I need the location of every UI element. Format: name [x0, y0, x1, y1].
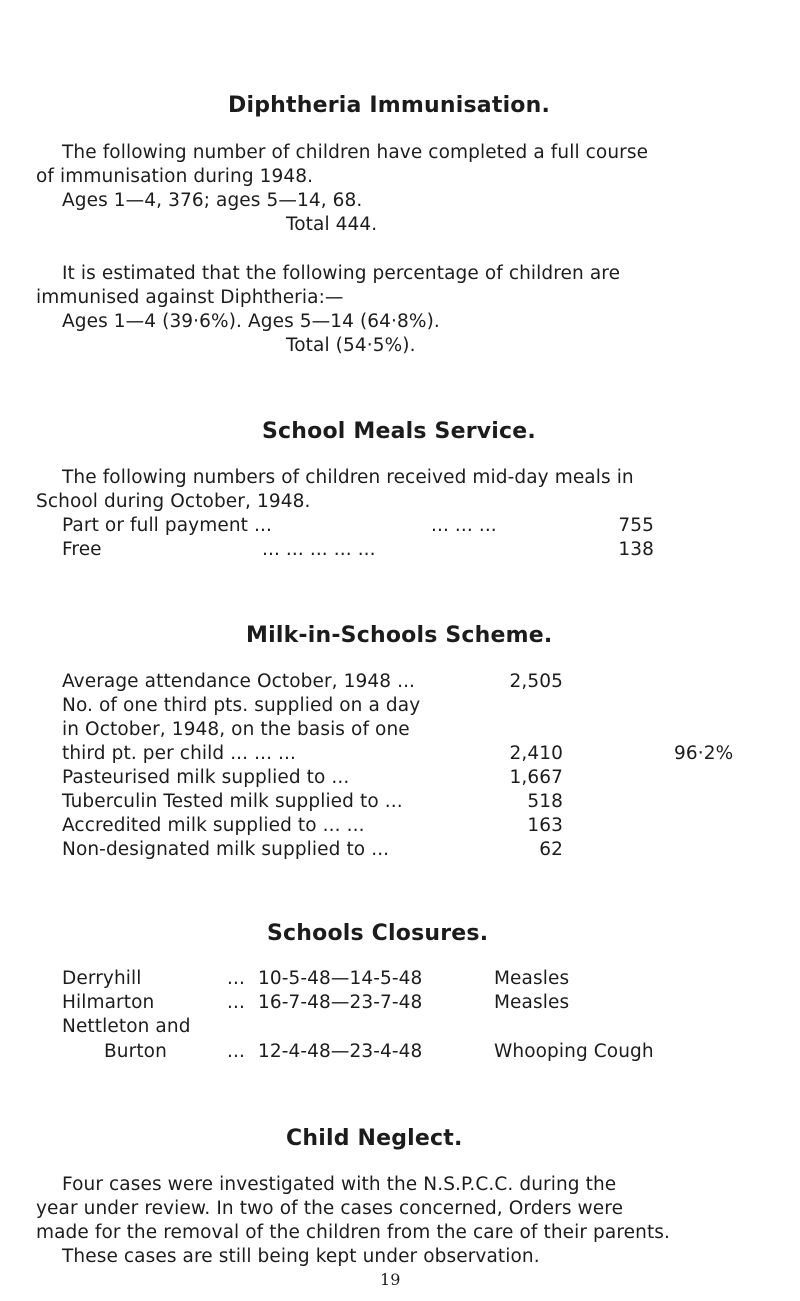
milk-scheme-value: 163 [527, 815, 563, 836]
school-meals-heading: School Meals Service. [262, 419, 536, 444]
milk-scheme-value: 2,505 [509, 671, 563, 692]
closures-heading: Schools Closures. [267, 921, 489, 946]
school-meals-text-line: School during October, 1948. [36, 491, 311, 512]
closures-dots: ... [227, 968, 245, 989]
milk-scheme-value: 2,410 [509, 743, 563, 764]
closures-school: Nettleton and [62, 1016, 191, 1037]
diphtheria-text-line: of immunisation during 1948. [36, 166, 314, 187]
milk-scheme-label: Pasteurised milk supplied to ... [62, 767, 350, 788]
school-meals-value: 755 [618, 515, 654, 536]
diphtheria-total: Total 444. [286, 214, 378, 235]
diphtheria-text-line: immunised against Diphtheria:— [36, 287, 344, 308]
milk-scheme-value: 1,667 [509, 767, 563, 788]
diphtheria-heading: Diphtheria Immunisation. [228, 93, 551, 118]
closures-dates: 12-4-48—23-4-48 [258, 1041, 423, 1062]
closures-dates: 10-5-48—14-5-48 [258, 968, 423, 989]
closures-school: Hilmarton [62, 992, 155, 1013]
milk-scheme-percentage: 96·2% [674, 743, 734, 764]
child-neglect-text-line: These cases are still being kept under observation. [62, 1246, 540, 1267]
closures-school: Burton [104, 1041, 167, 1062]
closures-reason: Whooping Cough [494, 1041, 654, 1062]
closures-reason: Measles [494, 968, 570, 989]
closures-dots: ... [227, 992, 245, 1013]
milk-scheme-label: No. of one third pts. supplied on a day [62, 695, 421, 716]
child-neglect-text-line: made for the removal of the children from the care of their parents. [36, 1222, 671, 1243]
school-meals-text-line: The following numbers of children received mid-day meals in [62, 467, 634, 488]
closures-school: Derryhill [62, 968, 142, 989]
diphtheria-percentages: Ages 1—4 (39·6%). Ages 5—14 (64·8%). [62, 311, 440, 332]
milk-scheme-label: Accredited milk supplied to ... ... [62, 815, 365, 836]
milk-scheme-label: in October, 1948, on the basis of one [62, 719, 410, 740]
school-meals-label: Part or full payment ... [62, 515, 272, 536]
milk-scheme-heading: Milk-in-Schools Scheme. [246, 623, 553, 648]
milk-scheme-label: third pt. per child ... ... ... [62, 743, 296, 764]
diphtheria-text-line: It is estimated that the following percentage of children are [62, 263, 621, 284]
closures-reason: Measles [494, 992, 570, 1013]
diphtheria-pct-total: Total (54·5%). [286, 335, 416, 356]
milk-scheme-label: Tuberculin Tested milk supplied to ... [62, 791, 403, 812]
milk-scheme-value: 62 [539, 839, 563, 860]
milk-scheme-value: 518 [527, 791, 563, 812]
child-neglect-text-line: Four cases were investigated with the N.S.P.C.C. during the [62, 1174, 617, 1195]
child-neglect-text-line: year under review. In two of the cases concerned, Orders were [36, 1198, 624, 1219]
child-neglect-heading: Child Neglect. [286, 1126, 463, 1151]
diphtheria-ages: Ages 1—4, 376; ages 5—14, 68. [62, 190, 363, 211]
milk-scheme-label: Non-designated milk supplied to ... [62, 839, 390, 860]
diphtheria-text-line: The following number of children have completed a full course [62, 142, 649, 163]
school-meals-label: Free [62, 539, 102, 560]
page-number: 19 [380, 1270, 401, 1289]
school-meals-dots: ... ... ... ... ... [262, 539, 376, 560]
closures-dates: 16-7-48—23-7-48 [258, 992, 423, 1013]
school-meals-dots: ... ... ... [431, 515, 497, 536]
school-meals-value: 138 [618, 539, 654, 560]
closures-dots: ... [227, 1041, 245, 1062]
milk-scheme-label: Average attendance October, 1948 ... [62, 671, 416, 692]
